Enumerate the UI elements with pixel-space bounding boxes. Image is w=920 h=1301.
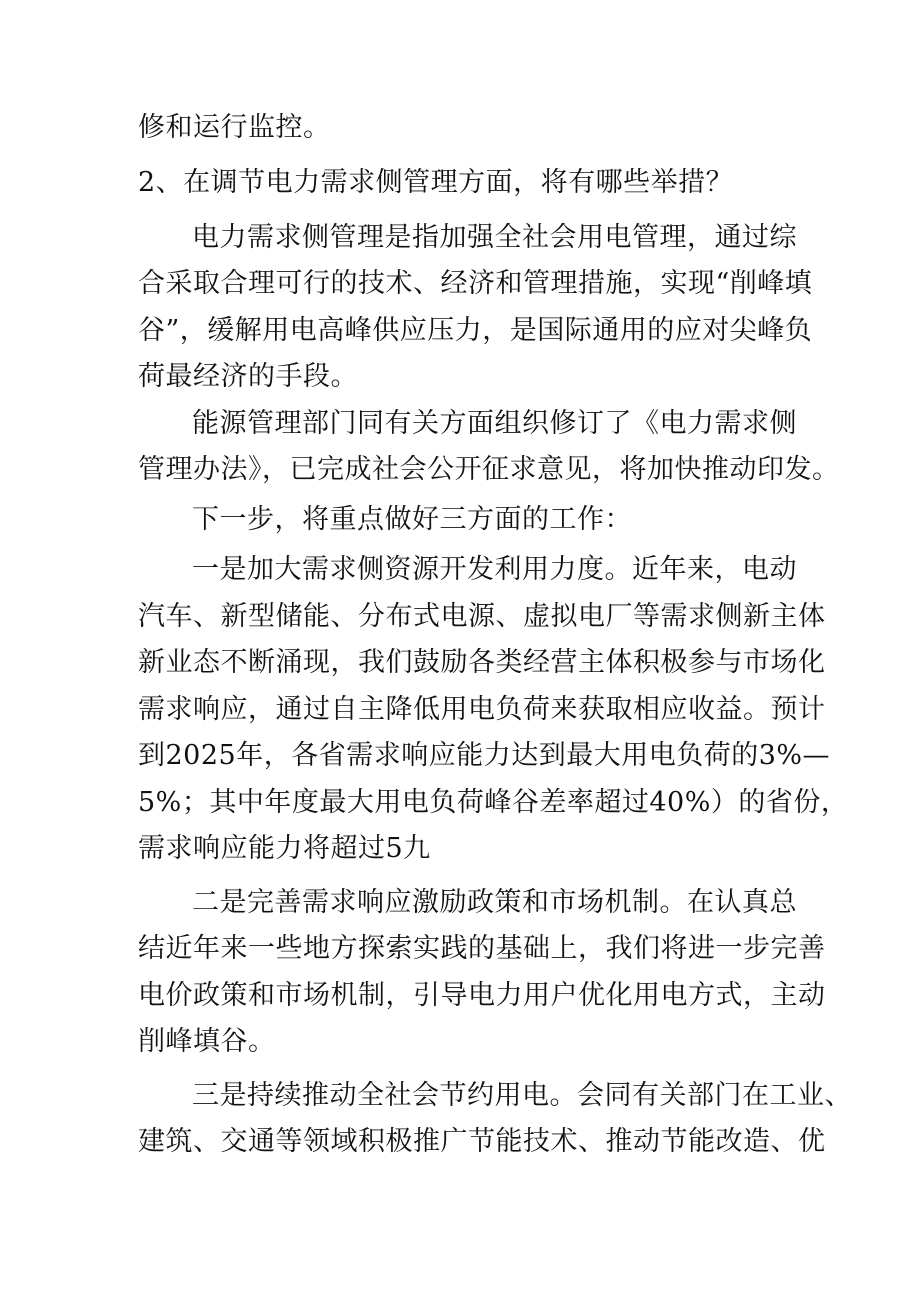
text-line: 电价政策和市场机制，引导电力用户优化用电方式，主动 — [138, 980, 826, 1011]
text-line: 需求响应能力将超过5九 — [138, 833, 431, 864]
text-line: 建筑、交通等领域积极推广节能技术、推动节能改造、优 — [138, 1126, 826, 1157]
text-line: 结近年来一些地方探索实践的基础上，我们将进一步完善 — [138, 933, 826, 964]
text-line: 荷最经济的手段。 — [138, 361, 358, 392]
text-line: 需求响应，通过自主降低用电负荷来获取相应收益。预计 — [138, 694, 826, 725]
text-line: 管理办法》，已完成社会公开征求意见，将加快推动印发。 — [138, 454, 840, 485]
text-line: 汽车、新型储能、分布式电源、虚拟电厂等需求侧新主体 — [138, 601, 826, 632]
text-line: 修和运行监控。 — [138, 112, 331, 143]
text-line: 电力需求侧管理是指加强全社会用电管理，通过综 — [192, 222, 797, 253]
text-line: 合采取合理可行的技术、经济和管理措施，实现“削峰填 — [138, 268, 813, 299]
text-line: 下一步，将重点做好三方面的工作： — [192, 504, 632, 535]
text-line: 谷”，缓解用电高峰供应压力，是国际通用的应对尖峰负 — [138, 315, 813, 346]
text-line: 二是完善需求响应激励政策和市场机制。在认真总 — [192, 887, 797, 918]
text-line: 三是持续推动全社会节约用电。会同有关部门在工业、 — [192, 1080, 852, 1111]
text-line: 新业态不断涌现，我们鼓励各类经营主体积极参与市场化 — [138, 647, 826, 678]
text-line: 5%；其中年度最大用电负荷峰谷差率超过40%）的省份， — [138, 787, 849, 818]
text-line: 能源管理部门同有关方面组织修订了《电力需求侧 — [192, 408, 797, 439]
text-line: 一是加大需求侧资源开发利用力度。近年来，电动 — [192, 554, 797, 585]
text-line: 削峰填谷。 — [138, 1026, 276, 1057]
text-line: 到2025年，各省需求响应能力达到最大用电负荷的3%— — [138, 740, 831, 771]
section-heading: 2、在调节电力需求侧管理方面，将有哪些举措？ — [138, 167, 734, 198]
